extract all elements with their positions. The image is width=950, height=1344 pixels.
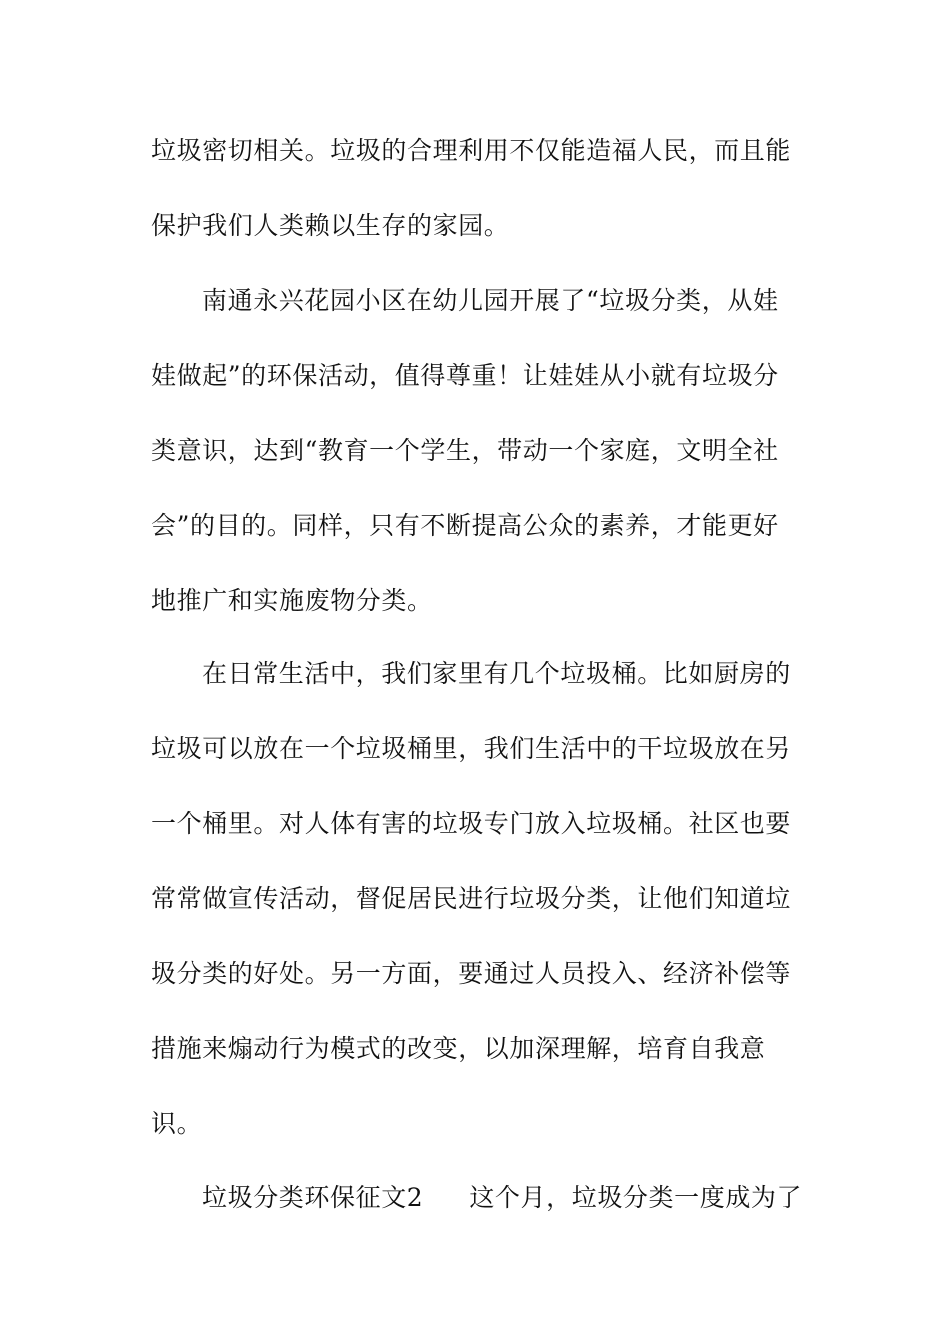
paragraph-line: 圾分类的好处。另一方面，要通过人员投入、经济补偿等 <box>151 959 792 988</box>
paragraph-line: 垃圾可以放在一个垃圾桶里，我们生活中的干垃圾放在另 <box>151 734 792 763</box>
paragraph-line: 类意识，达到“教育一个学生，带动一个家庭，文明全社 <box>151 436 779 465</box>
paragraph-line: 南通永兴花园小区在幼儿园开展了“垃圾分类，从娃 <box>202 286 779 315</box>
paragraph-line: 垃圾密切相关。垃圾的合理利用不仅能造福人民，而且能 <box>151 136 792 165</box>
paragraph-line: 这个月，垃圾分类一度成为了 <box>469 1183 803 1212</box>
paragraph-line: 识。 <box>151 1109 203 1138</box>
paragraph-line: 会”的目的。同样，只有不断提高公众的素养，才能更好 <box>151 511 779 540</box>
essay-heading: 垃圾分类环保征文2 <box>202 1183 424 1212</box>
paragraph-line: 地推广和实施废物分类。 <box>151 586 433 615</box>
paragraph-line: 保护我们人类赖以生存的家园。 <box>151 211 510 240</box>
paragraph-line: 在日常生活中，我们家里有几个垃圾桶。比如厨房的 <box>202 659 791 688</box>
paragraph-line: 一个桶里。对人体有害的垃圾专门放入垃圾桶。社区也要 <box>151 809 792 838</box>
paragraph-line: 措施来煽动行为模式的改变，以加深理解，培育自我意 <box>151 1034 766 1063</box>
paragraph-line: 娃做起”的环保活动，值得尊重！让娃娃从小就有垃圾分 <box>151 361 779 390</box>
essay-heading-line <box>202 1183 802 1213</box>
paragraph-line: 常常做宣传活动，督促居民进行垃圾分类，让他们知道垃 <box>151 884 792 913</box>
